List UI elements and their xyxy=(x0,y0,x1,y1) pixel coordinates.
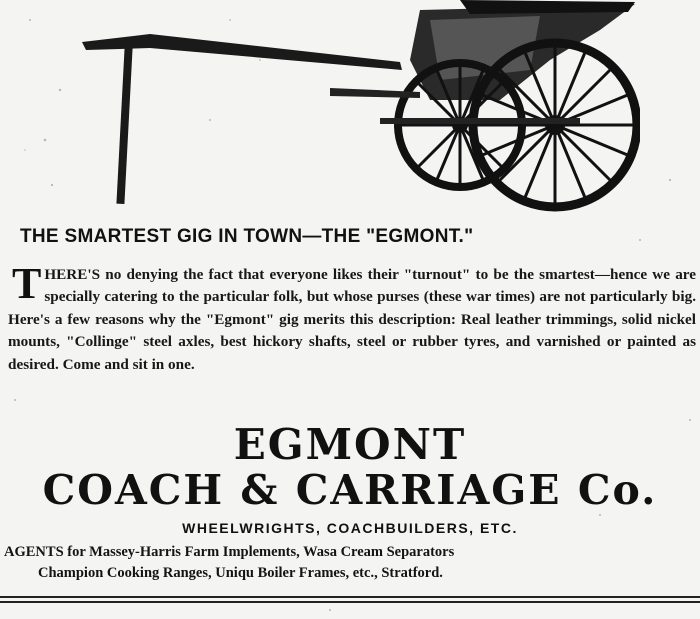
divider xyxy=(0,601,700,603)
trades-line: WHEELWRIGHTS, COACHBUILDERS, ETC. xyxy=(182,520,518,536)
body-copy xyxy=(8,259,696,376)
company-name-line2 xyxy=(0,466,700,514)
body-paragraph: HERE'S no denying the fact that everyone likes their "turnout" to be the smartest—hence we are specially catering to the particular folk, but whose purses (these war times) are not particularly big. Here's a few reasons why the "Egmont" gig merits this description: Real leather trimmings, solid nickel mounts, "Collinge" steel axles, best hickory shafts, steel or rubber tyres, and varnished or painted as desired. Come and sit in one. xyxy=(8,266,696,373)
agents-block xyxy=(4,542,694,584)
bottom-rules xyxy=(0,596,700,606)
company-suffix: Co. xyxy=(577,466,658,514)
company-name-main: COACH & CARRIAGE xyxy=(42,466,562,514)
headline: THE SMARTEST GIG IN TOWN—THE "EGMONT." xyxy=(20,226,474,247)
divider xyxy=(0,596,700,598)
agents-line: AGENTS for Massey-Harris Farm Implements, Wasa Cream Separators xyxy=(4,544,455,560)
agents-line: Champion Cooking Ranges, Uniqu Boiler Frames, etc., Stratford. xyxy=(38,565,443,581)
company-name-line1: EGMONT xyxy=(233,420,467,469)
gig-carriage-icon xyxy=(80,0,640,222)
drop-cap: T xyxy=(12,259,42,308)
